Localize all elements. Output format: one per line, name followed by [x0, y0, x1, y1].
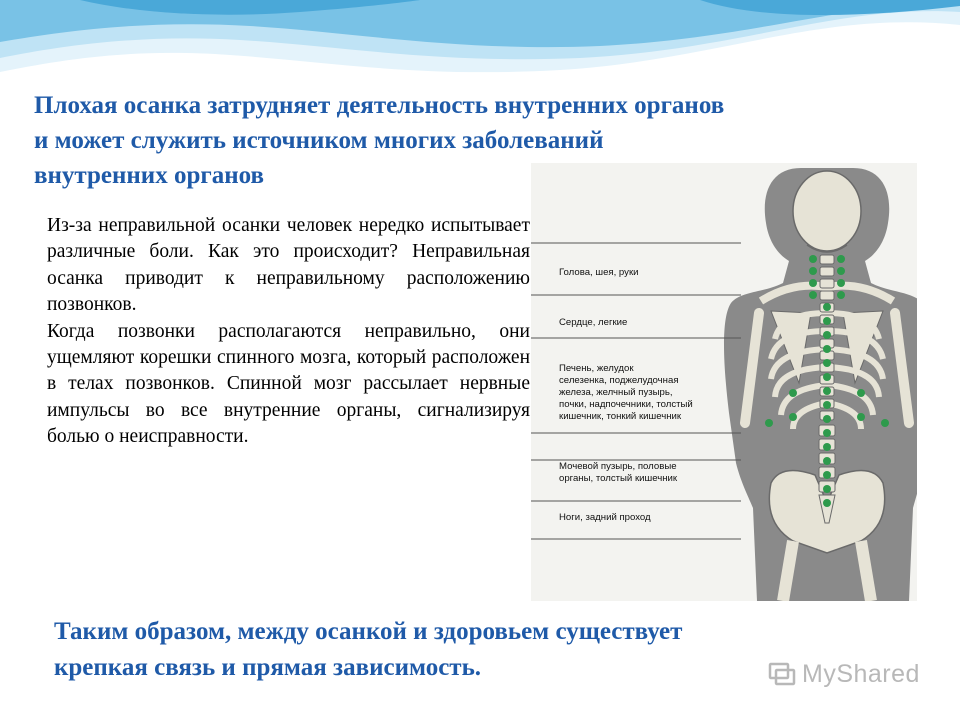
- skull: [793, 171, 861, 251]
- watermark-text: MyShared: [802, 659, 920, 688]
- label-pelvic-organs: Мочевой пузырь, половые органы, толстый кишечник: [559, 461, 678, 484]
- body-paragraph: Из-за неправильной осанки человек нередко испытывает различные боли. Как это происходит? Неправильная осанка приводит к неправильному расположению позвонков.: [47, 215, 530, 316]
- title-line: Плохая осанка затрудняет деятельность внутренних органов: [34, 92, 725, 119]
- label-head-neck-arms: Голова, шея, руки: [559, 267, 639, 278]
- body-paragraph: Когда позвонки располагаются неправильно, они ущемляют корешки спинного мозга, который расположен в телах позвонков. Спинной мозг рассылает нервные импульсы во все внутренние органы, сигнализируя болью о неисправности.: [47, 320, 530, 448]
- title-line: внутренних органов: [34, 162, 264, 189]
- body-text: [47, 213, 530, 451]
- label-heart-lungs: Сердце, легкие: [559, 317, 628, 328]
- spine-organs-figure: [531, 163, 917, 601]
- conclusion-line: крепкая связь и прямая зависимость.: [54, 654, 482, 681]
- conclusion-line: Таким образом, между осанкой и здоровьем существует: [54, 618, 683, 645]
- title-line: и может служить источником многих заболеваний: [34, 127, 604, 154]
- label-legs: Ноги, задний проход: [559, 512, 651, 523]
- label-digestive-organs: Печень, желудок селезенка, поджелудочная железа, желчный пузырь, почки, надпочечники, толстый кишечник, тонкий кишечник: [559, 363, 693, 422]
- watermark: [768, 656, 920, 692]
- decorative-wave-header: [0, 0, 960, 90]
- myshared-logo-icon: [768, 661, 796, 687]
